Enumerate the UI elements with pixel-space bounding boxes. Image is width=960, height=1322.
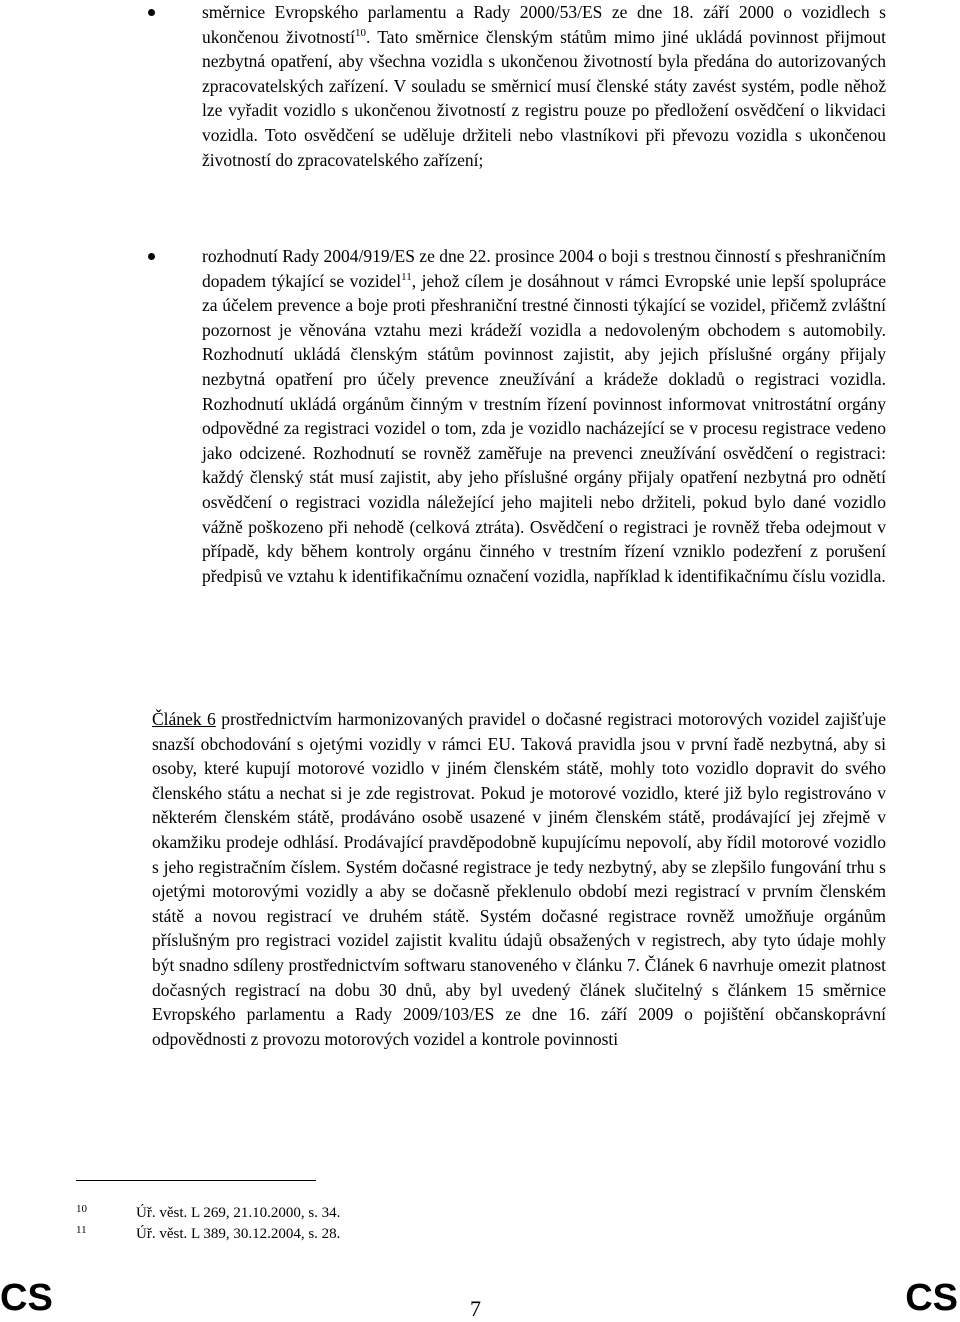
bullet-text: směrnice Evropského parlamentu a Rady 2000/53/ES ze dne 18. září 2000 o vozidlech s ukončenou životností — [202, 2, 886, 47]
article-reference: Článek 6 — [152, 709, 216, 729]
bullet-marker — [148, 253, 155, 260]
footnote-number: 10 — [76, 1203, 87, 1215]
footnote-text: Úř. věst. L 269, 21.10.2000, s. 34. — [136, 1205, 341, 1221]
language-label-right: CS — [905, 1277, 958, 1319]
footnote-reference[interactable]: 11 — [401, 270, 412, 283]
footnote-reference[interactable]: 10 — [355, 26, 367, 39]
footnote-separator — [76, 1180, 316, 1181]
bullet-marker — [148, 9, 155, 16]
footnote-text: Úř. věst. L 389, 30.12.2004, s. 28. — [136, 1226, 341, 1242]
bullet-item-decision — [202, 244, 886, 588]
bullet-item-directive — [202, 0, 886, 172]
bullet-text-continued: . Tato směrnice členským státům mimo jiné ukládá povinnost přijmout nezbytná opatření, aby všechna vozidla s ukončenou životností byla předána do autorizovaných zpracovatelských zařízení. V souladu se směrnicí musí členské státy zavést systém, podle něhož lze vyřadit vozidlo s ukončenou životností z registru pouze po předložení osvědčení o likvidaci vozidla. Toto osvědčení se uděluje držiteli nebo vlastníkovi při převozu vozidla s ukončenou životností do zpracovatelského zařízení; — [202, 26, 886, 170]
footnote-number: 11 — [76, 1224, 87, 1236]
footnote — [76, 1220, 340, 1244]
language-label-left: CS — [0, 1277, 53, 1319]
page-number: 7 — [470, 1296, 481, 1321]
bullet-text: rozhodnutí Rady 2004/919/ES ze dne 22. prosince 2004 o boji s trestnou činností s přeshraničním dopadem týkající se vozidel — [202, 246, 886, 291]
paragraph-text: prostřednictvím harmonizovaných pravidel o dočasné registraci motorových vozidel zajišťuje snazší obchodování s ojetými vozidly v rámci EU. Taková pravidla jsou v první řadě nezbytná, aby si osoby, které kupují motorové vozidlo v jiném členském státě, mohly toto vozidlo dopravit do svého členského státu a nechat si je zde registrovat. Pokud je motorové vozidlo, které již bylo registrováno v některém členském státě, prodáváno osobě usazené v jiném členském státě, prodávající jej zřejmě v okamžiku prodeje odhlásí. Prodávající pravděpodobně kupujícímu nepovolí, aby řídil motorové vozidlo s jeho registračním číslem. Systém dočasné registrace je tedy nezbytný, aby se zlepšilo fungování trhu s ojetými motorovými vozidly a aby se dočasně překlenulo období mezi registrací v prvním členském státě a novou registrací ve druhém státě. Systém dočasné registrace rovněž umožňuje orgánům příslušným pro registraci vozidel zajistit kvalitu údajů obsažených v registrech, aby tyto údaje mohly být snadno sdíleny prostřednictvím softwaru stanoveného v článku 7. Článek 6 navrhuje omezit platnost dočasných registrací na dobu 30 dnů, aby byl uvedený článek slučitelný s článkem 15 směrnice Evropského parlamentu a Rady 2009/103/ES ze dne 16. září 2009 o pojištění občanskoprávní odpovědnosti z provozu motorových vozidel a kontrole povinnosti — [152, 709, 886, 1049]
bullet-text-continued: , jehož cílem je dosáhnout v rámci Evropské unie lepší spolupráce za účelem prevence a boje proti přeshraniční trestné činnosti týkající se vozidel, přičemž zvláštní pozornost je věnována vztahu mezi krádeží vozidla a nedovoleným obchodem s automobily. Rozhodnutí ukládá členským státům povinnost zajistit, aby jejich příslušné orgány přijaly nezbytná opatření pro účely prevence zneužívání a krádeže dokladů o registraci vozidla. Rozhodnutí ukládá orgánům činným v trestním řízení povinnost informovat vnitrostátní orgány odpovědné za registraci vozidel o tom, zda je vozidlo nacházející se v procesu registrace vedeno jako odcizené. Rozhodnutí se rovněž zaměřuje na prevenci zneužívání osvědčení o registraci: každý členský stát musí zajistit, aby jeho příslušné orgány přijaly opatření nezbytná pro odnětí osvědčení o registraci vozidla náležející jeho majiteli nebo držiteli, pokud bylo dané vozidlo vážně poškozeno při nehodě (celková ztráta). Osvědčení o registraci je rovněž třeba odejmout v případě, kdy během kontroly orgánu činného v trestním řízení vzniklo podezření z porušení předpisů ve vztahu k identifikačnímu označení vozidla, například k identifikačnímu číslu vozidla. — [202, 270, 886, 586]
article-paragraph — [152, 707, 886, 1051]
